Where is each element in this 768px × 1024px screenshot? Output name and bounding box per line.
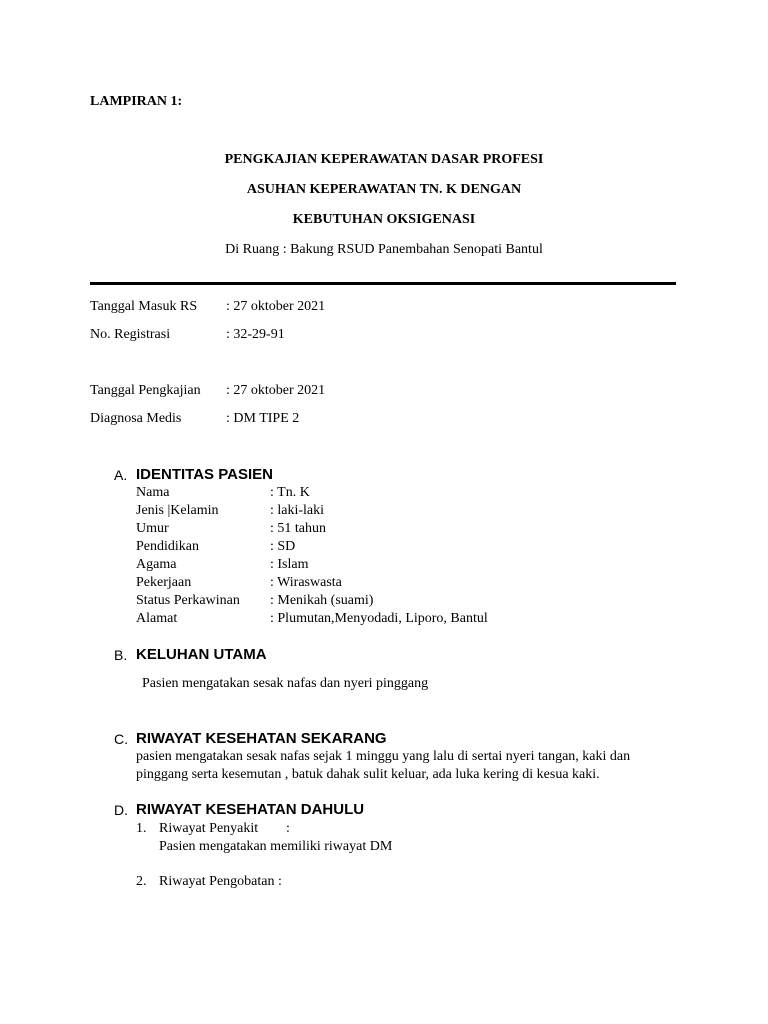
section-title: IDENTITAS PASIEN [136,466,273,483]
field-label: Status Perkawinan [136,593,240,608]
admission-value: : 27 oktober 2021 [226,383,326,398]
header-divider [90,282,676,285]
appendix-label: LAMPIRAN 1: [90,94,183,109]
field-value: : 51 tahun [270,521,326,536]
field-label: Pekerjaan [136,575,192,590]
field-label: Pendidikan [136,539,199,554]
section-title: RIWAYAT KESEHATAN DAHULU [136,801,365,818]
field-value: : SD [270,539,296,554]
field-value: : Menikah (suami) [270,593,374,608]
section-marker: A. [114,467,128,483]
field-value: : Wiraswasta [270,575,342,590]
section-text: Pasien mengatakan sesak nafas dan nyeri pinggang [142,676,429,691]
title-line-1: PENGKAJIAN KEPERAWATAN DASAR PROFESI [224,152,544,167]
admission-label: No. Registrasi [90,327,171,342]
field-value: : laki-laki [270,503,325,518]
field-value: : Plumutan,Menyodadi, Liporo, Bantul [270,611,488,626]
field-label: Nama [136,485,170,500]
field-label: Umur [136,521,169,536]
section-text-line: pinggang serta kesemutan , batuk dahak sulit keluar, ada luka kering di kesua kaki. [136,767,600,782]
section-marker: B. [114,647,128,663]
location-line: Di Ruang : Bakung RSUD Panembahan Senopati Bantul [225,242,543,257]
section-marker: C. [114,731,128,747]
field-value: : Islam [270,557,309,572]
field-value: : Tn. K [270,485,310,500]
list-item-label: Riwayat Pengobatan : [159,874,282,889]
field-label: Agama [136,557,177,572]
title-line-3: KEBUTUHAN OKSIGENASI [292,212,476,227]
list-item-number: 1. [136,821,147,836]
admission-value: : 32-29-91 [226,327,285,342]
list-item-colon: : [286,821,290,836]
admission-value: : DM TIPE 2 [226,411,300,426]
list-item-number: 2. [136,874,147,889]
admission-label: Tanggal Masuk RS [90,299,198,314]
list-item-detail: Pasien mengatakan memiliki riwayat DM [159,839,393,854]
section-text-line: pasien mengatakan sesak nafas sejak 1 minggu yang lalu di sertai nyeri tangan, kaki dan [136,749,631,764]
field-label: Jenis |Kelamin [136,503,219,518]
admission-label: Diagnosa Medis [90,411,182,426]
admission-label: Tanggal Pengkajian [90,383,201,398]
admission-value: : 27 oktober 2021 [226,299,326,314]
title-line-2: ASUHAN KEPERAWATAN TN. K DENGAN [246,182,522,197]
section-marker: D. [114,802,128,818]
section-title: RIWAYAT KESEHATAN SEKARANG [136,730,387,747]
list-item-label: Riwayat Penyakit [159,821,259,836]
field-label: Alamat [136,611,178,626]
section-title: KELUHAN UTAMA [136,646,267,663]
